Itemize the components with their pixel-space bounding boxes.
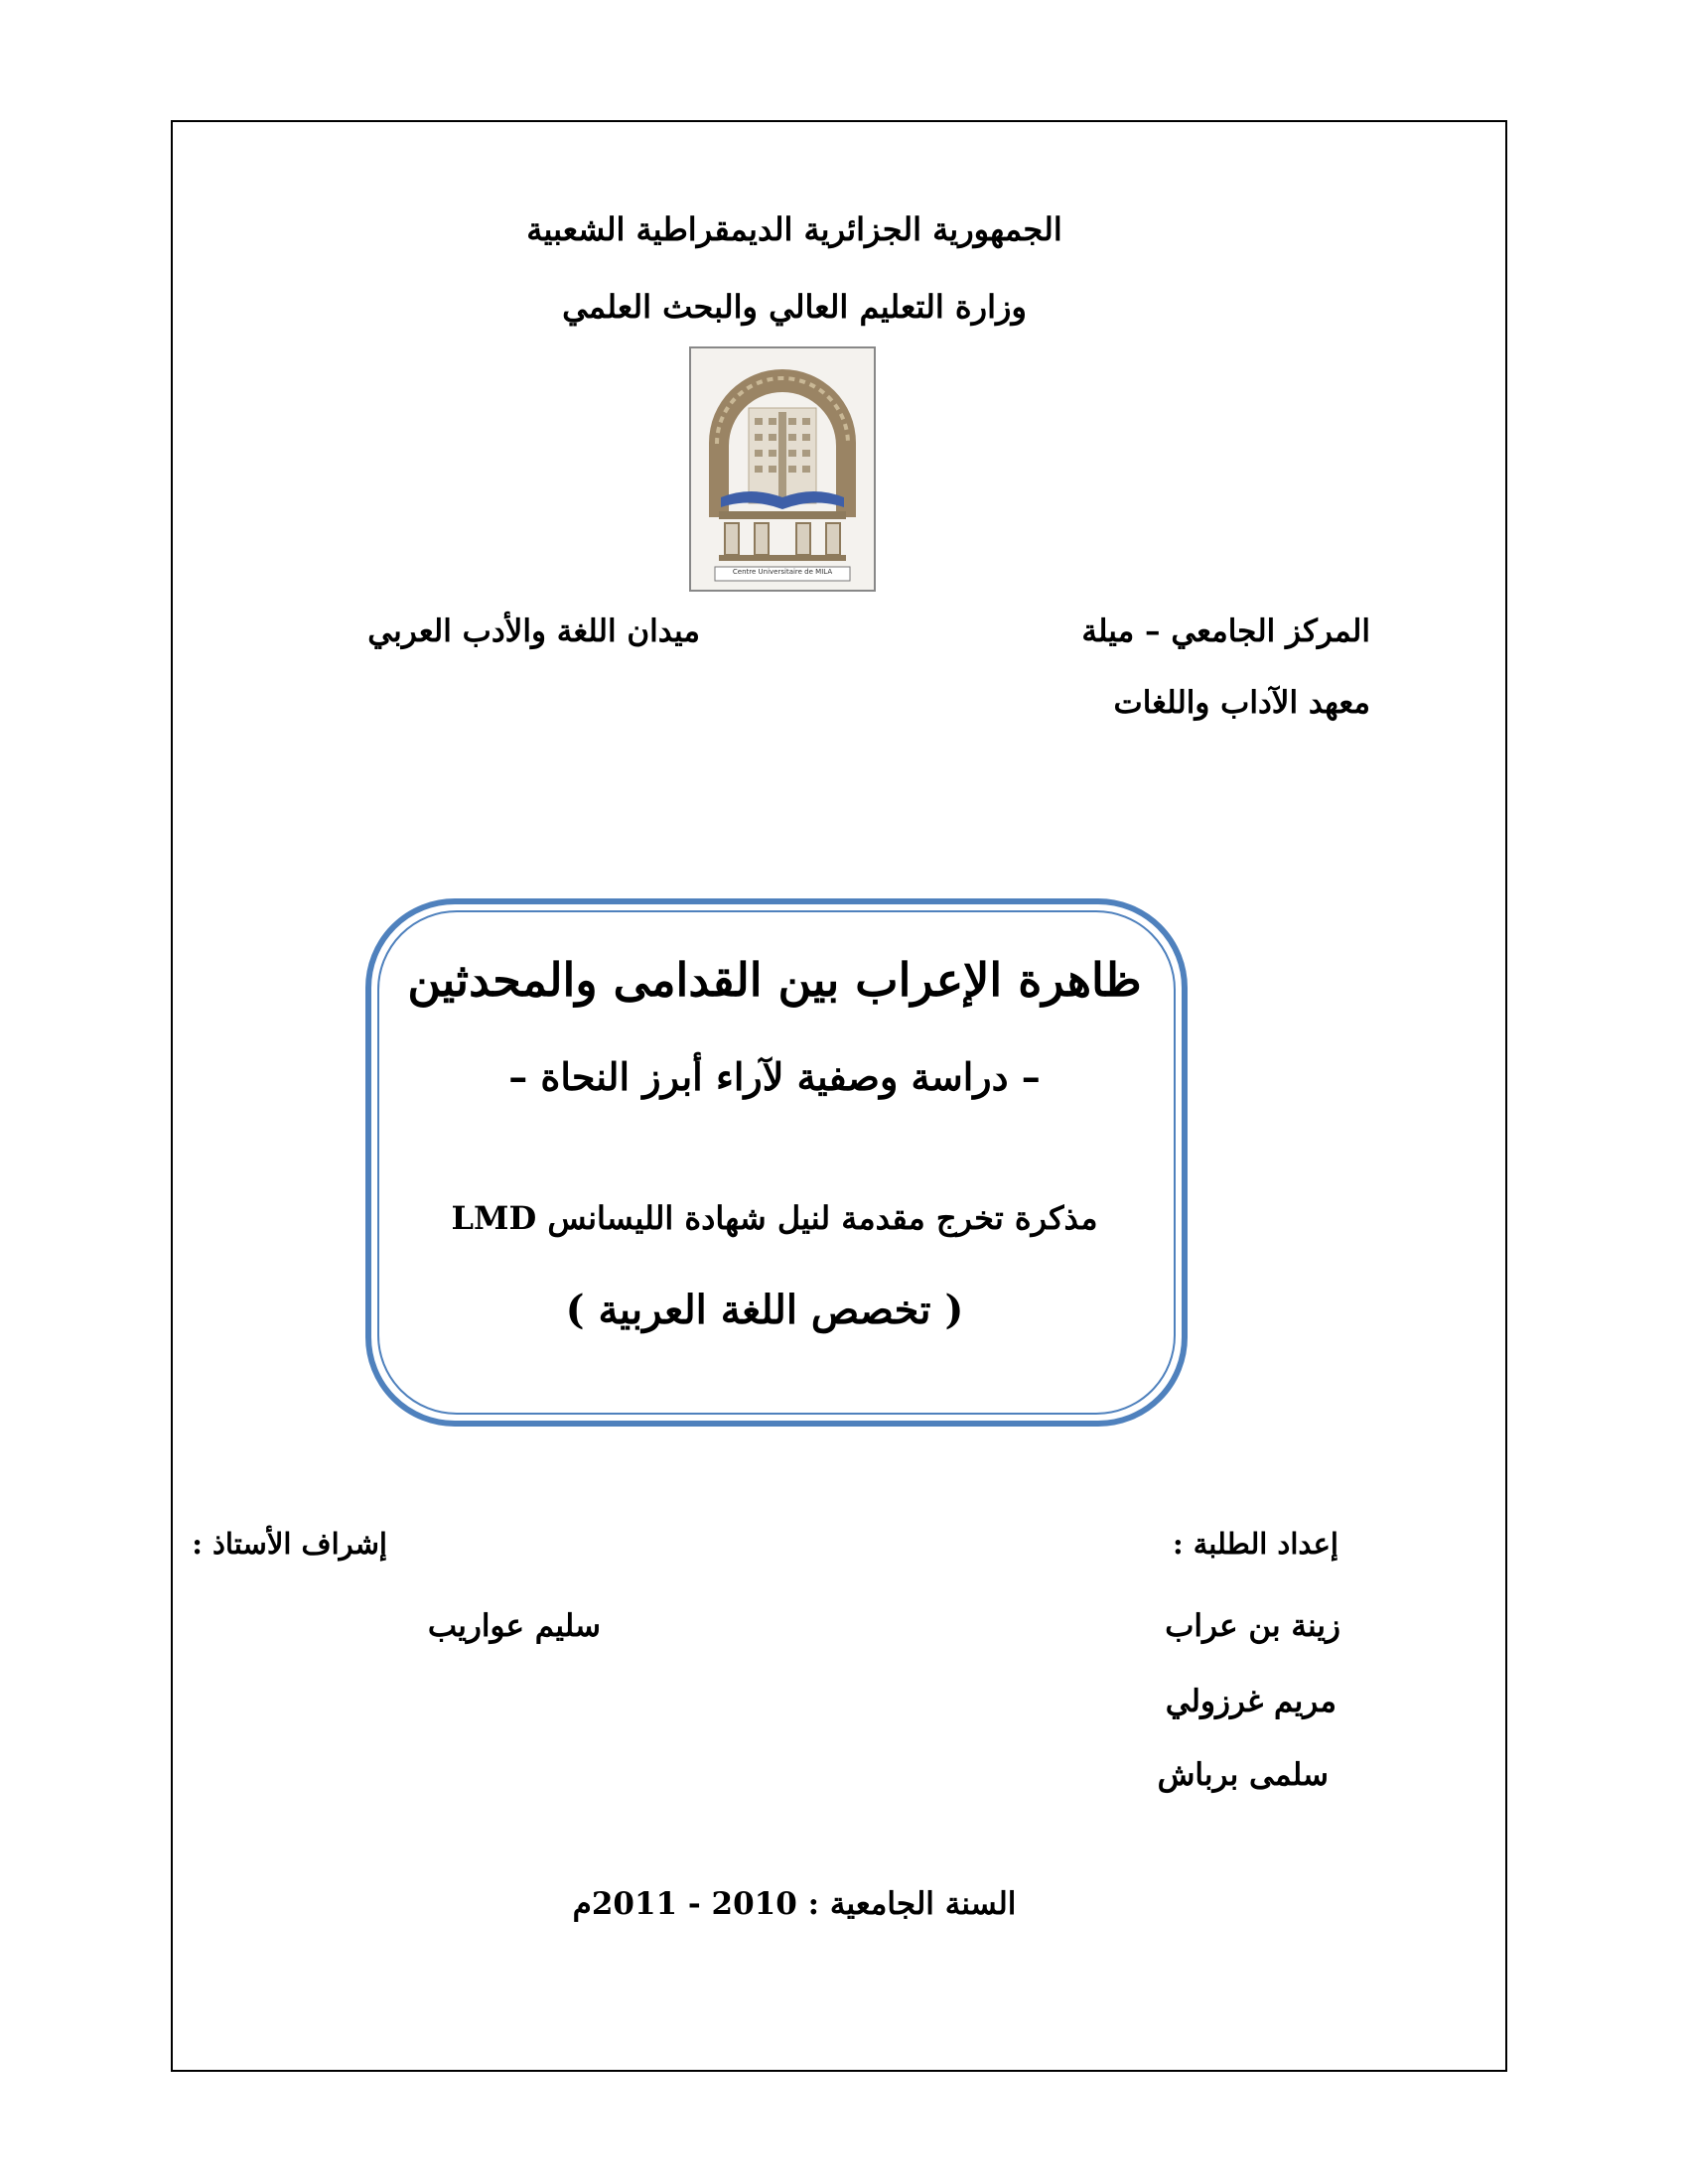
- university-center-label: المركز الجامعي – ميلة: [1081, 614, 1370, 649]
- university-logo: [689, 346, 876, 592]
- degree-statement: مذكرة تخرج مقدمة لنيل شهادة الليسانس LMD: [451, 1199, 1098, 1237]
- institute-label: معهد الآداب واللغات: [1113, 685, 1370, 721]
- author-name: زينة بن عراب: [1165, 1608, 1340, 1644]
- ministry-heading: وزارة التعليم العالي والبحث العلمي: [562, 288, 1027, 326]
- author-name: سلمى برباش: [1157, 1757, 1329, 1793]
- field-label: ميدان اللغة والأدب العربي: [367, 614, 700, 649]
- supervisor-name: سليم عواريب: [427, 1608, 601, 1644]
- republic-heading: الجمهورية الجزائرية الديمقراطية الشعبية: [526, 210, 1062, 248]
- authors-label: إعداد الطلبة :: [1172, 1527, 1338, 1561]
- logo-caption: Centre Universitaire de MILA: [732, 568, 833, 576]
- university-building-icon: [691, 348, 874, 590]
- author-name: مريم غرزولي: [1165, 1684, 1336, 1719]
- academic-year: السنة الجامعية : 2010 - 2011م: [572, 1886, 1017, 1922]
- specialty-label: ( تخصص اللغة العربية ): [565, 1287, 964, 1333]
- thesis-title: ظاهرة الإعراب بين القدامى والمحدثين: [407, 953, 1142, 1007]
- supervisor-label: إشراف الأستاذ :: [192, 1527, 387, 1561]
- thesis-subtitle: – دراسة وصفية لآراء أبرز النحاة –: [508, 1054, 1041, 1099]
